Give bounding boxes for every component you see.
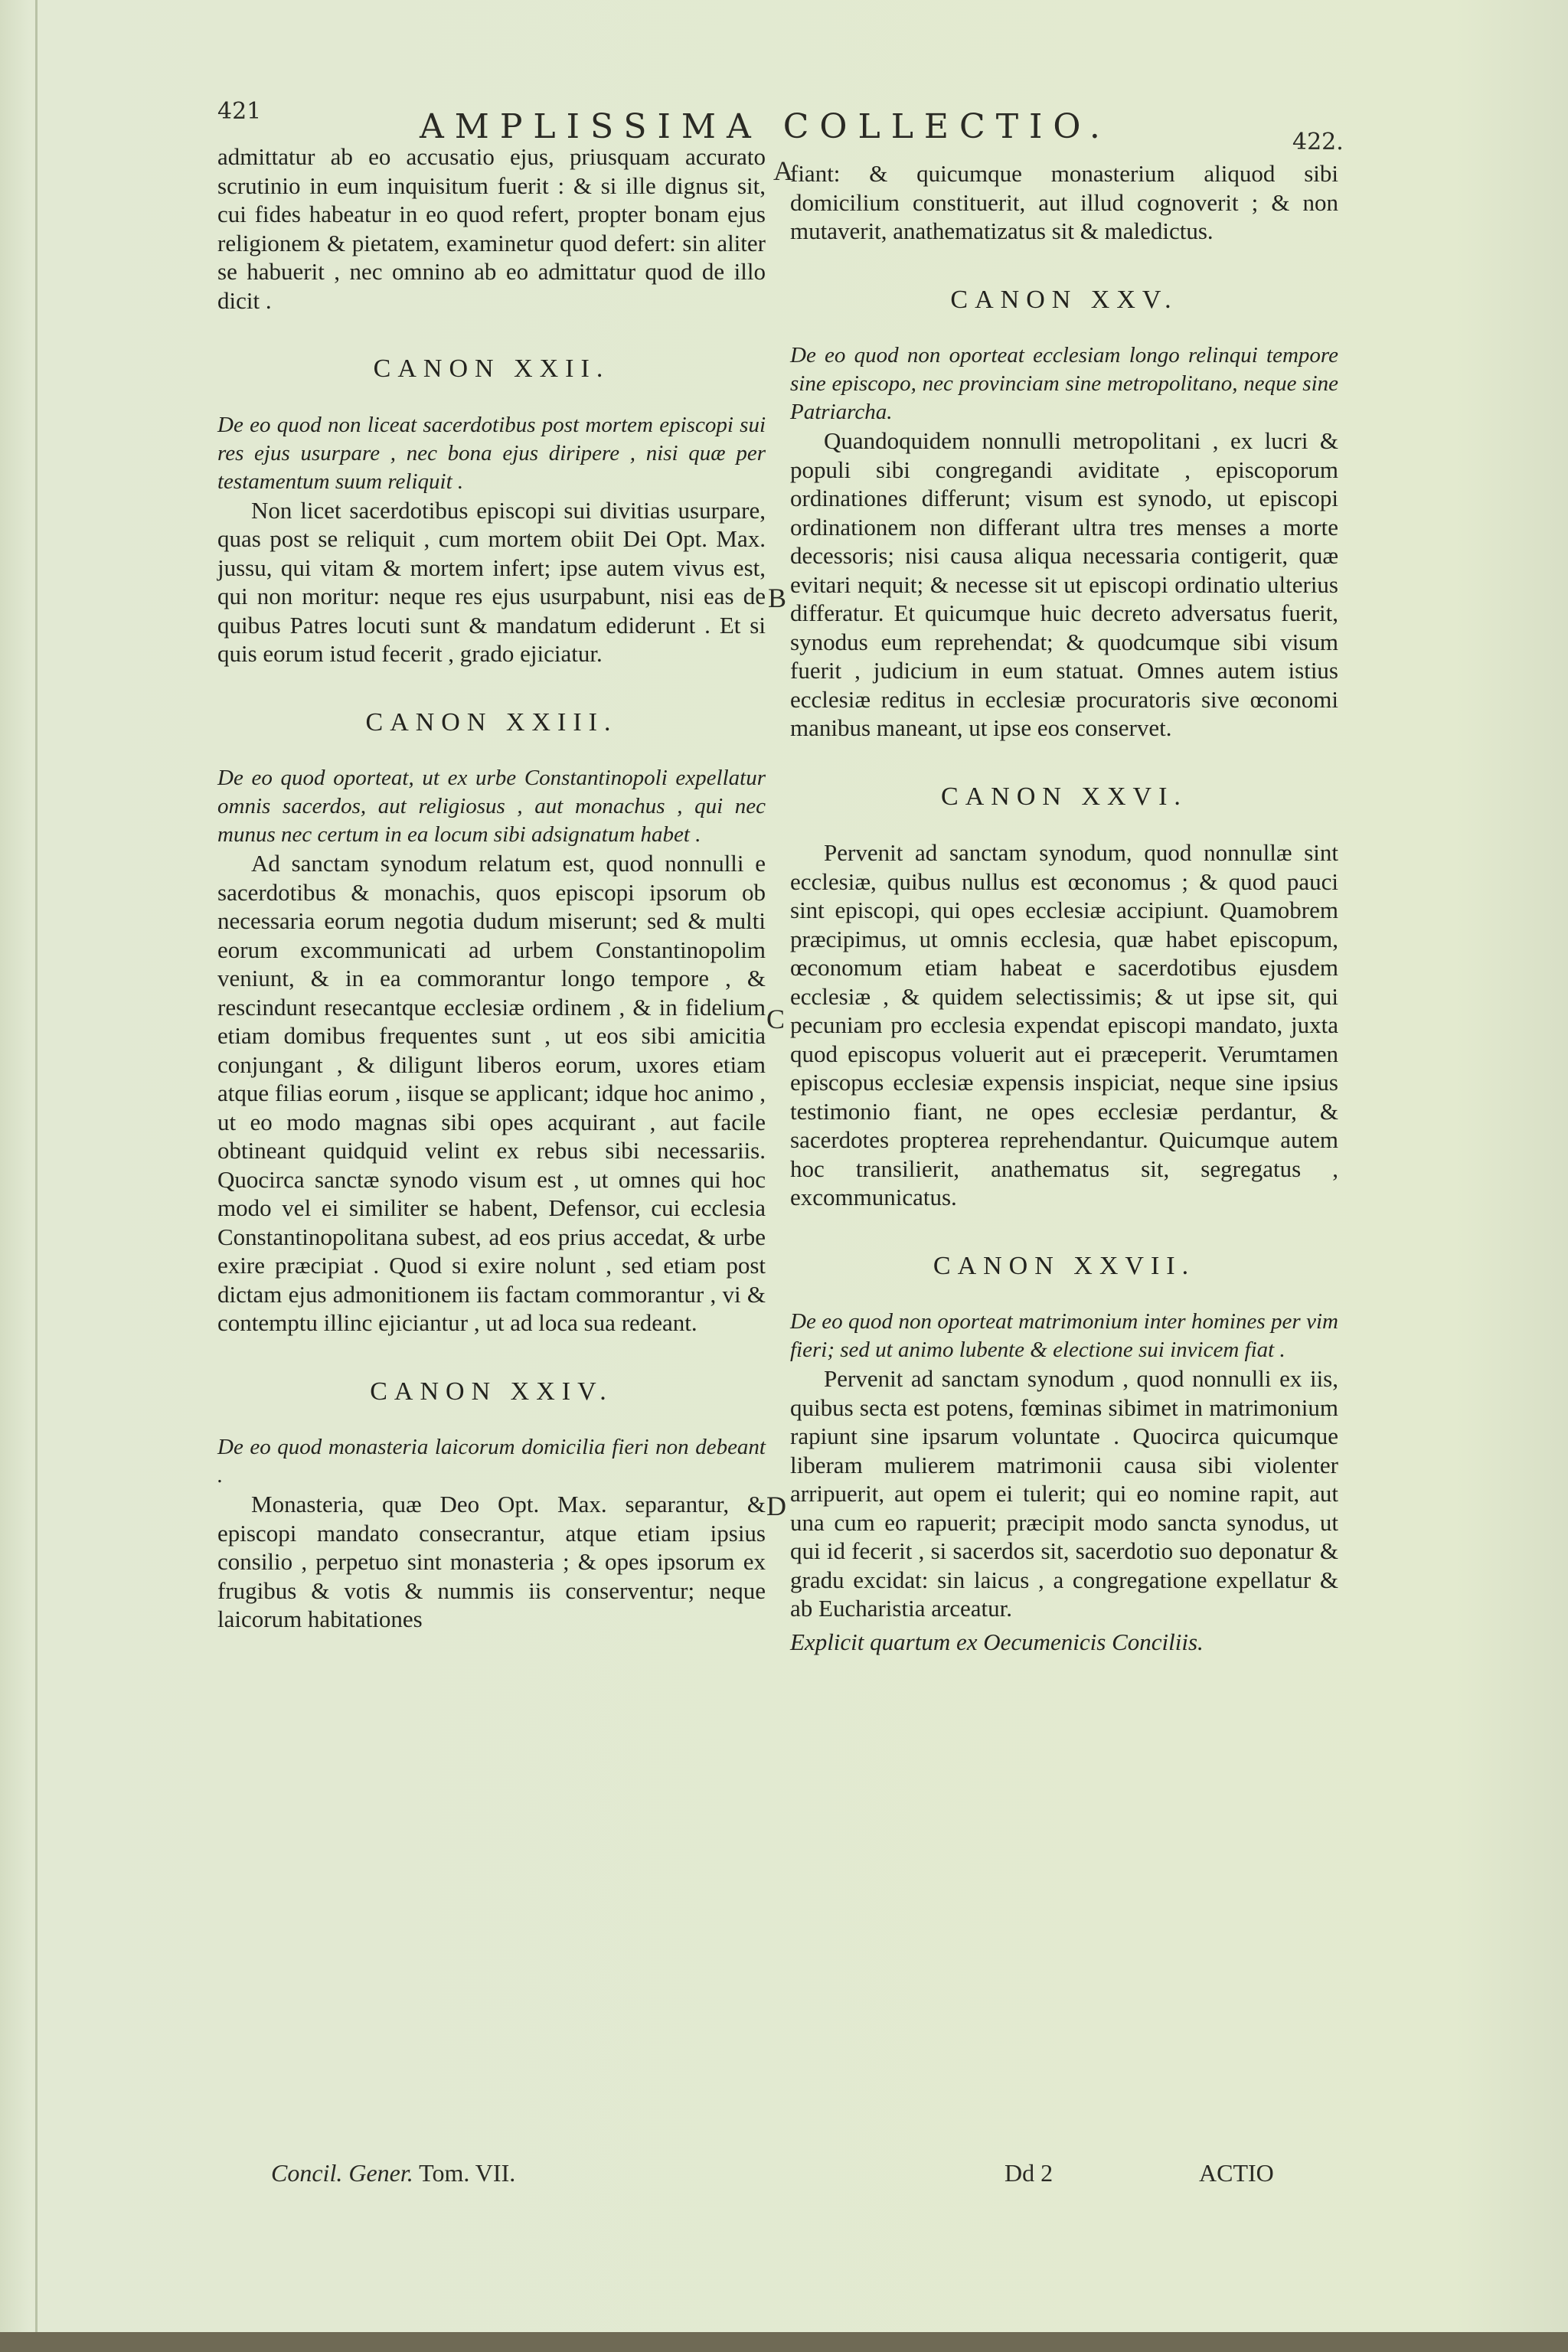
canon-22-rubric: De eo quod non liceat sacerdotibus post mortem episcopi sui res ejus usurpare , nec bona ejus diripere , nisi quæ per testamentum suum reliquit . — [217, 412, 766, 494]
margin-letter-b: B — [768, 583, 787, 613]
canon-27-rubric: De eo quod non oporteat matrimonium inter homines per vim fieri; sed ut animo lubente & electione sui invicem fiat . — [790, 1309, 1338, 1362]
canon-23-text: Ad sanctam synodum relatum est, quod nonnulli e sacerdotibus & monachis, quos episcopi ipsorum ob necessaria eorum negotia dudum miserunt; sed & multi eorum excommunicati ad urbem Constantinopolim veniunt, & in ea commorantur longo tempore , & rescindunt resecantque ecclesiæ ordinem , & in fidelium etiam domibus frequentes sunt , ut eos sibi amicitia conjungant , & diligunt liberos eorum, uxores etiam atque filias eorum , iisque se applicant; idque hoc animo , ut eo modo magnas sibi opes acquirant , aut facile obtineant quidquid velint ex rebus sibi necessariis. Quocirca sanctæ synodo visum est , ut omnes qui hoc modo vel ei similiter se habent, Defensor, cui ecclesia Constantinopolitana subest, ad eos prius accedat, & urbe exire præcipiat . Quod si exire nolunt , sed etiam post dictam ejus admonitionem iis factam commorantur , vi & contemptu illinc ejiciantur , ut ad loca sua redeant. — [217, 850, 766, 1336]
footer-volume-title: Concil. Gener. — [271, 2159, 413, 2187]
right-column — [790, 159, 1338, 1656]
canon-25-rubric: De eo quod non oporteat ecclesiam longo relinqui tempore sine episcopo, nec provinciam sine metropolitano, neque sine Patriarcha. — [790, 343, 1338, 424]
canon-27-heading: CANON XXVII. — [933, 1251, 1196, 1280]
canon-22-heading: CANON XXII. — [373, 354, 610, 383]
margin-letter-c: C — [766, 1004, 786, 1034]
margin-letter-d: D — [766, 1491, 786, 1521]
canon-23-rubric: De eo quod oporteat, ut ex urbe Constantinopoli expellatur omnis sacerdos, aut religiosus , aut monachus , qui nec munus nec certum in ea locum sibi adsignatum habet . — [217, 766, 766, 847]
left-column — [217, 142, 766, 1634]
explicit-line: Explicit quartum ex Oecumenicis Conciliis. — [790, 1628, 1204, 1655]
canon-25-text: Quandoquidem nonnulli metropolitani , ex lucri & populi sibi congregandi aviditate , episcoporum ordinationes differunt; visum est synodo, ut episcopi ordinationem non differant ultra tres menses a morte decessoris; nisi causa aliqua necessaria contigerit, quæ evitari nequit; & necesse sit ut episcopi ordinatio ulterius differatur. Et quicumque huic decreto adversatus fuerit, synodus eum reprehendat; & quodcumque sibi visum fuerit , judicium in eum statuat. Omnes autem istius ecclesiæ reditus in ecclesiæ procuratoris sive œconomi manibus maneant, ut ipse eos conservet. — [790, 427, 1338, 741]
footer-signature: Dd 2 — [1004, 2159, 1054, 2187]
footer-volume — [271, 2159, 515, 2187]
canon-24-rubric: De eo quod monasteria laicorum domicilia fieri non debeant . — [217, 1435, 766, 1488]
running-title: AMPLISSIMA COLLECTIO. — [420, 107, 1111, 146]
page-number-right: 422. — [1292, 129, 1344, 155]
canon-27-text: Pervenit ad sanctam synodum , quod nonnulli ex iis, quibus secta est potens, fœminas sibimet in matrimonium rapiunt sine ipsarum voluntate . Quocirca quicumque liberam mulierem matrimonii causa sibi violenter arripuerit, aut opem ei tulerit; qui eo nomine rapit, aut una cum eo rapuerit; præcipit modo sancta synodus, ut qui id fecerit , si sacerdos sit, sacerdotio suo deponatur & gradu excidat: sin laicus , a congregatione expellatur & ab Eucharistia arceatur. — [790, 1365, 1338, 1622]
canon-26-text: Pervenit ad sanctam synodum, quod nonnullæ sint ecclesiæ, quibus nullus est œconomus ; & quod pauci sint episcopi, qui opes ecclesiæ accipiunt. Quamobrem præcipimus, ut omnis ecclesia, quæ habet episcopum, œconomum etiam habeat e sacerdotibus ejusdem ecclesiæ , & quidem selectissimis; & ut ipse sit, qui pecuniam pro ecclesia expendat episcopi mandato, juxta quod episcopus voluerit aut ei præceperit. Verumtamen episcopus ecclesiæ expensis inspiciat, neque sine ipsius testimonio fiant, ne opes ecclesiæ perdantur, & sacerdotes propterea reprehendantur. Quicumque autem hoc transilierit, anathematus sit, segregatus , excommunicatus. — [790, 839, 1338, 1210]
margin-letter-a: A — [773, 155, 793, 186]
canon-25-heading: CANON XXV. — [950, 285, 1178, 314]
footer-volume-number: Tom. VII. — [419, 2159, 516, 2187]
canon-24-heading: CANON XXIV. — [370, 1377, 613, 1406]
footer-catchword: ACTIO — [1199, 2159, 1274, 2187]
right-intro-paragraph: fiant: & quicumque monasterium aliquod sibi domicilium constituerit, aut illud cognoverit ; & non mutaverit, anathematizatus sit & maledictus. — [790, 160, 1338, 244]
left-intro-paragraph: admittatur ab eo accusatio ejus, priusquam accurato scrutinio in eum inquisitum fuerit : & si ille dignus sit, cui fides habeatur in eo quod refert, propter bonam ejus religionem & pietatem, examinetur quod defert: sin aliter se habuerit , nec omnino ab eo admittatur quod de illo dicit . — [217, 143, 766, 314]
canon-23-heading: CANON XXIII. — [365, 707, 618, 737]
canon-24-text: Monasteria, quæ Deo Opt. Max. separantur, & episcopi mandato consecrantur, atque etiam ipsius consilio , perpetuo sint monasteria ; & opes ipsorum ex frugibus & votis & nummis iis conserventur; neque laicorum habitationes — [217, 1491, 766, 1632]
page-number-left: 421 — [217, 98, 262, 125]
canon-22-text: Non licet sacerdotibus episcopi sui divitias usurpare, quas post se reliquit , cum mortem obiit Dei Opt. Max. jussu, qui vitam & mortem infert; ipse autem vivus est, qui non moritur: neque res ejus usurpabunt, nisi eas de quibus Patres locuti sunt & mandatum ediderunt . Et si quis eorum istud fecerit , grado ejiciatur. — [217, 496, 766, 667]
binding-gutter — [35, 0, 38, 2352]
page-bottom-edge — [0, 2332, 1568, 2352]
canon-26-heading: CANON XXVI. — [941, 782, 1187, 811]
